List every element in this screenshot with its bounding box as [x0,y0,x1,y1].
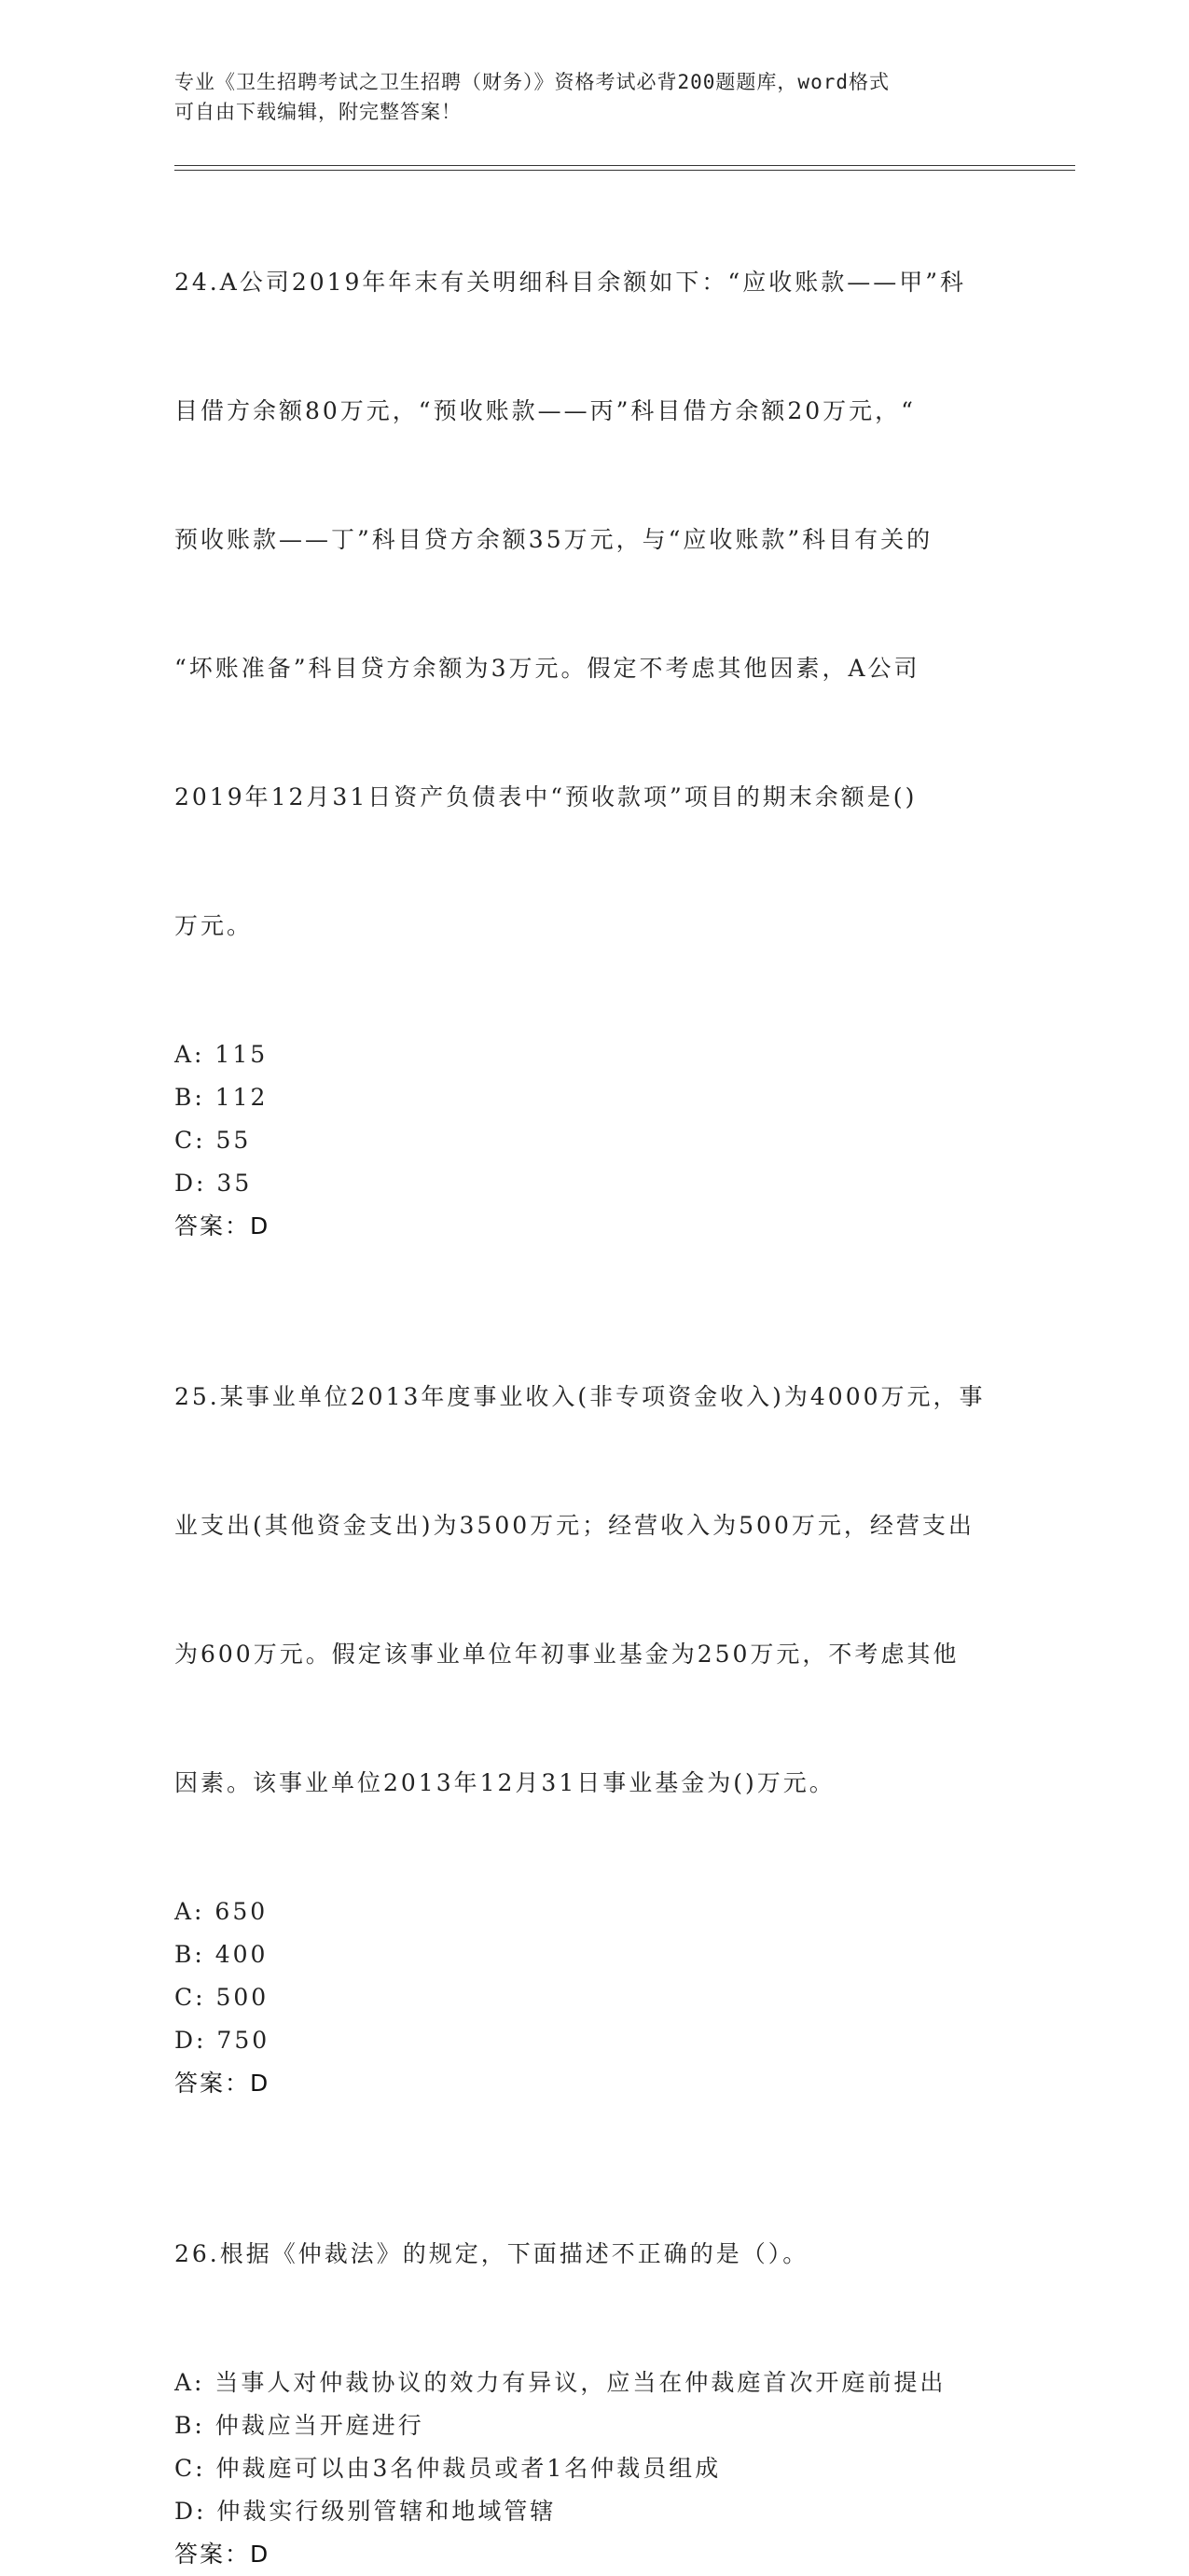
answer-label: 答案：D [174,1212,270,1240]
question-line: “坏账准备”科目贷方余额为3万元。假定不考虑其他因素，A公司 [174,655,920,682]
question-line: 2019年12月31日资产负债表中“预收款项”项目的期末余额是() [174,783,918,810]
question-24 [174,175,1014,1248]
option-d: D: 仲裁实行级别管辖和地域管辖 [174,2498,557,2525]
question-line: 25.某事业单位2013年度事业收入(非专项资金收入)为4000万元，事 [174,1383,986,1410]
question-text [174,2147,1014,2361]
answer-label: 答案：D [174,2541,270,2568]
question-line: 目借方余额80万元，“预收账款——丙”科目借方余额20万元，“ [174,397,916,424]
question-spacer [174,1248,1014,1290]
option-a: A: 115 [174,1041,269,1068]
question-line: 万元。 [174,912,254,939]
question-line: 24.A公司2019年年末有关明细科目余额如下：“应收账款——甲”科 [174,269,966,296]
header-line-2: 可自由下载编辑，附完整答案！ [174,101,462,123]
option-b: B: 仲裁应当开庭进行 [174,2412,424,2439]
question-line: 业支出(其他资金支出)为3500万元；经营收入为500万元，经营支出 [174,1512,975,1539]
question-line: 预收账款——丁”科目贷方余额35万元，与“应收账款”科目有关的 [174,526,933,553]
header-divider-bottom [174,170,1075,171]
question-text [174,1290,1014,1890]
option-b: B: 400 [174,1941,269,1968]
answer-label: 答案：D [174,2070,270,2097]
header-line-1: 专业《卫生招聘考试之卫生招聘（财务）》资格考试必背200题题库，word格式 [174,71,890,93]
option-c: C: 500 [174,1984,270,2011]
question-line: 因素。该事业单位2013年12月31日事业基金为()万元。 [174,1769,836,1796]
option-d: D: 750 [174,2027,270,2054]
question-spacer [174,2105,1014,2147]
option-a: A: 当事人对仲裁协议的效力有异议，应当在仲裁庭首次开庭前提出 [174,2369,947,2396]
option-d: D: 35 [174,1170,253,1197]
question-line: 为600万元。假定该事业单位年初事业基金为250万元，不考虑其他 [174,1641,960,1668]
option-c: C: 仲裁庭可以由3名仲裁员或者1名仲裁员组成 [174,2455,722,2482]
option-a: A: 650 [174,1898,269,1925]
option-c: C: 55 [174,1127,252,1154]
question-text [174,175,1014,1033]
question-line: 26.根据《仲裁法》的规定，下面描述不正确的是（）。 [174,2240,809,2267]
header-divider-top [174,165,1075,166]
option-b: B: 112 [174,1084,269,1111]
question-26 [174,2147,1014,2576]
question-list [174,175,1014,2576]
document-header [174,67,995,127]
question-25 [174,1290,1014,2105]
